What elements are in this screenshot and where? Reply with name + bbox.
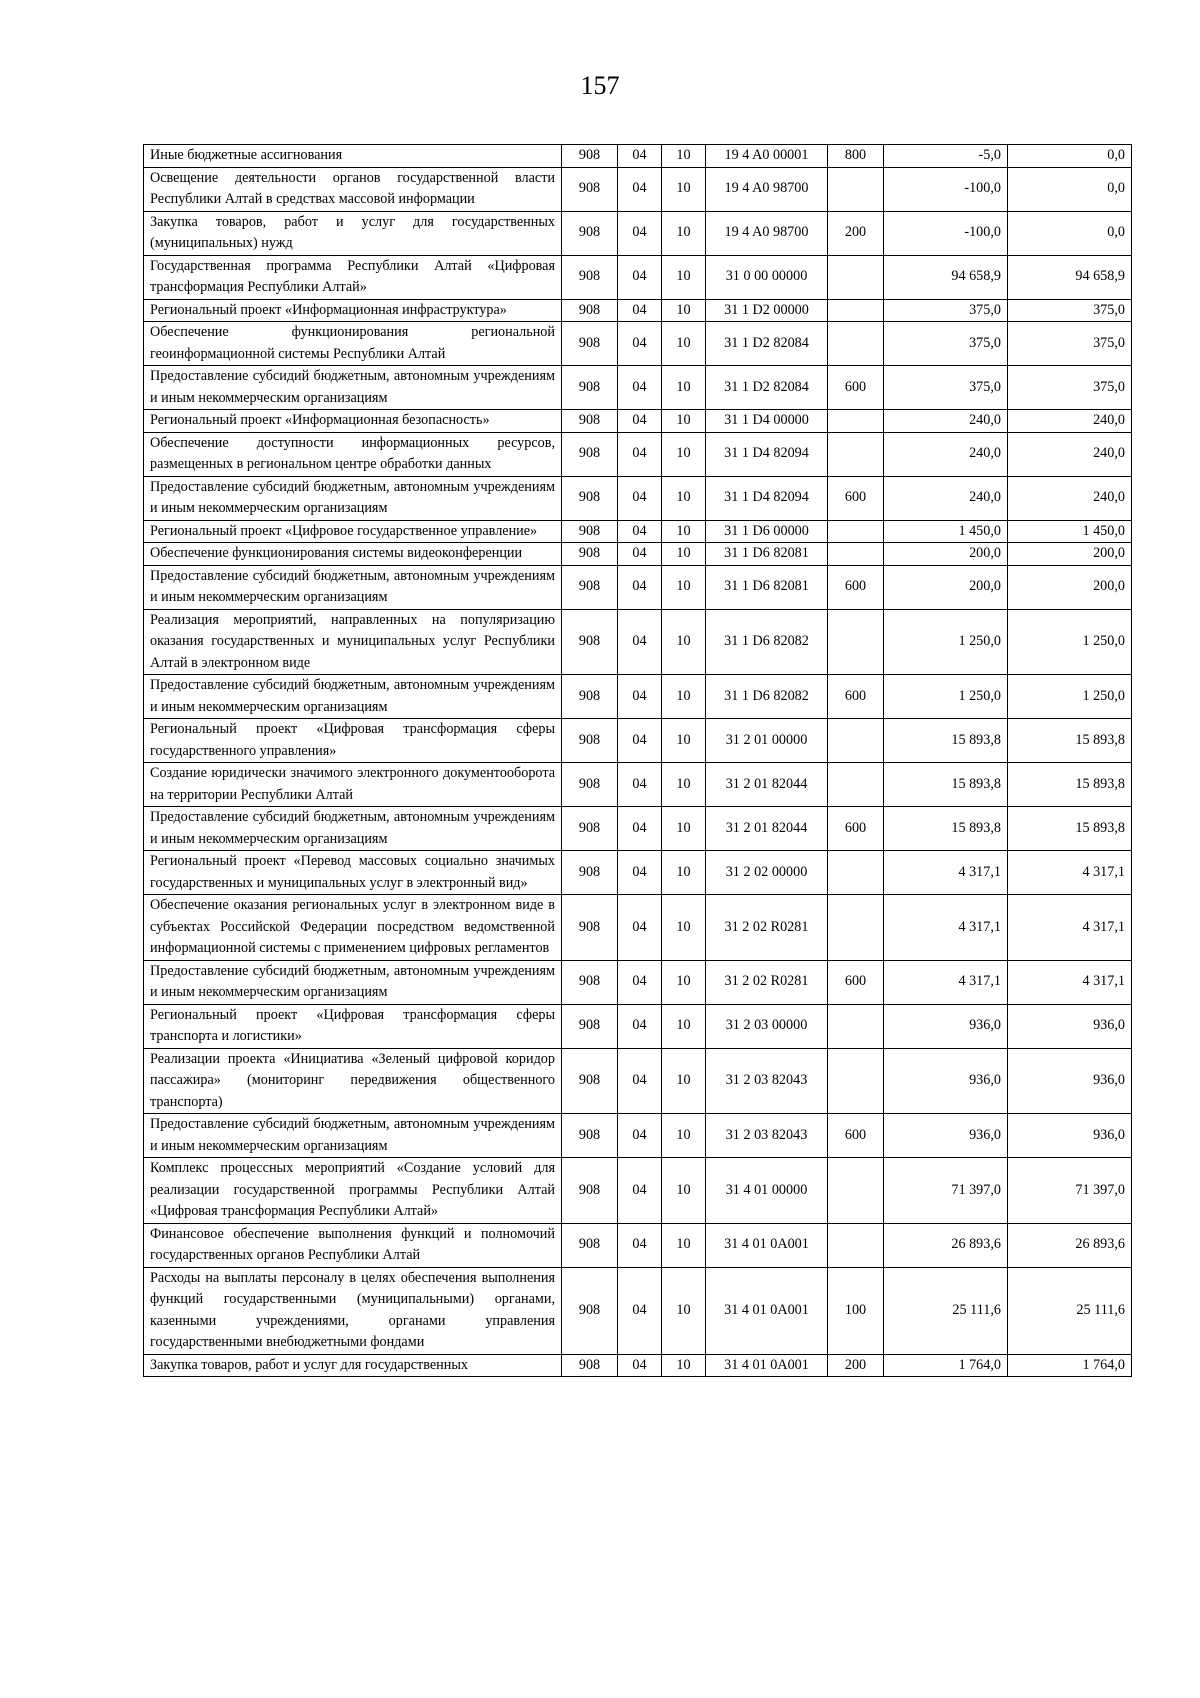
amount-first-cell: 375,0 bbox=[884, 299, 1008, 322]
expense-type-code-cell bbox=[828, 410, 884, 433]
amount-second-cell: 375,0 bbox=[1008, 366, 1132, 410]
subsection-code-cell: 10 bbox=[662, 167, 706, 211]
target-article-code-cell: 31 1 D2 82084 bbox=[706, 366, 828, 410]
table-row bbox=[144, 1223, 1132, 1267]
section-code-cell: 04 bbox=[618, 410, 662, 433]
subsection-code-cell: 10 bbox=[662, 675, 706, 719]
subsection-code-cell: 10 bbox=[662, 565, 706, 609]
expense-type-code-cell bbox=[828, 1004, 884, 1048]
amount-first-cell: 1 250,0 bbox=[884, 675, 1008, 719]
table-row bbox=[144, 145, 1132, 168]
target-article-code-cell: 31 2 03 00000 bbox=[706, 1004, 828, 1048]
section-code-cell: 04 bbox=[618, 719, 662, 763]
amount-second-cell: 1 250,0 bbox=[1008, 609, 1132, 675]
subsection-code-cell: 10 bbox=[662, 960, 706, 1004]
expense-type-code-cell bbox=[828, 299, 884, 322]
amount-first-cell: 240,0 bbox=[884, 410, 1008, 433]
section-code-cell: 04 bbox=[618, 432, 662, 476]
amount-first-cell: 936,0 bbox=[884, 1114, 1008, 1158]
section-code-cell: 04 bbox=[618, 366, 662, 410]
table-row bbox=[144, 476, 1132, 520]
target-article-code-cell: 31 2 02 R0281 bbox=[706, 895, 828, 961]
target-article-code-cell: 31 1 D4 00000 bbox=[706, 410, 828, 433]
amount-first-cell: 71 397,0 bbox=[884, 1158, 1008, 1224]
expense-type-code-cell bbox=[828, 609, 884, 675]
section-code-cell: 04 bbox=[618, 895, 662, 961]
table-row bbox=[144, 807, 1132, 851]
page-number: 157 bbox=[580, 71, 620, 100]
subsection-code-cell: 10 bbox=[662, 719, 706, 763]
administrator-code-cell: 908 bbox=[562, 807, 618, 851]
table-row bbox=[144, 895, 1132, 961]
amount-second-cell: 375,0 bbox=[1008, 299, 1132, 322]
subsection-code-cell: 10 bbox=[662, 1048, 706, 1114]
expense-type-code-cell bbox=[828, 895, 884, 961]
expense-type-code-cell bbox=[828, 543, 884, 566]
amount-first-cell: -5,0 bbox=[884, 145, 1008, 168]
target-article-code-cell: 31 1 D6 82081 bbox=[706, 543, 828, 566]
section-code-cell: 04 bbox=[618, 675, 662, 719]
expense-type-code-cell bbox=[828, 432, 884, 476]
administrator-code-cell: 908 bbox=[562, 1114, 618, 1158]
expense-name-cell: Комплекс процессных мероприятий «Создание условий для реализации государственной программы Республики Алтай «Цифровая трансформация Республики Алтай» bbox=[144, 1158, 562, 1224]
target-article-code-cell: 31 1 D6 00000 bbox=[706, 520, 828, 543]
target-article-code-cell: 31 1 D6 82082 bbox=[706, 675, 828, 719]
table-row bbox=[144, 211, 1132, 255]
amount-second-cell: 94 658,9 bbox=[1008, 255, 1132, 299]
administrator-code-cell: 908 bbox=[562, 1267, 618, 1354]
target-article-code-cell: 31 0 00 00000 bbox=[706, 255, 828, 299]
administrator-code-cell: 908 bbox=[562, 1048, 618, 1114]
table-row bbox=[144, 565, 1132, 609]
expense-name-cell: Предоставление субсидий бюджетным, автономным учреждениям и иным некоммерческим организациям bbox=[144, 1114, 562, 1158]
section-code-cell: 04 bbox=[618, 1004, 662, 1048]
table-row bbox=[144, 960, 1132, 1004]
section-code-cell: 04 bbox=[618, 145, 662, 168]
target-article-code-cell: 19 4 A0 00001 bbox=[706, 145, 828, 168]
amount-first-cell: -100,0 bbox=[884, 167, 1008, 211]
expense-type-code-cell bbox=[828, 167, 884, 211]
table-row bbox=[144, 719, 1132, 763]
target-article-code-cell: 31 2 03 82043 bbox=[706, 1048, 828, 1114]
expense-type-code-cell: 200 bbox=[828, 211, 884, 255]
expense-name-cell: Иные бюджетные ассигнования bbox=[144, 145, 562, 168]
administrator-code-cell: 908 bbox=[562, 322, 618, 366]
target-article-code-cell: 31 2 02 R0281 bbox=[706, 960, 828, 1004]
table-row bbox=[144, 255, 1132, 299]
administrator-code-cell: 908 bbox=[562, 299, 618, 322]
expense-name-cell: Реализация мероприятий, направленных на популяризацию оказания государственных и муниципальных услуг Республики Алтай в электронном виде bbox=[144, 609, 562, 675]
amount-first-cell: 240,0 bbox=[884, 476, 1008, 520]
amount-first-cell: 200,0 bbox=[884, 543, 1008, 566]
table-row bbox=[144, 543, 1132, 566]
amount-first-cell: 26 893,6 bbox=[884, 1223, 1008, 1267]
administrator-code-cell: 908 bbox=[562, 960, 618, 1004]
amount-second-cell: 4 317,1 bbox=[1008, 851, 1132, 895]
administrator-code-cell: 908 bbox=[562, 520, 618, 543]
section-code-cell: 04 bbox=[618, 543, 662, 566]
section-code-cell: 04 bbox=[618, 763, 662, 807]
expense-name-cell: Обеспечение доступности информационных ресурсов, размещенных в региональном центре обработки данных bbox=[144, 432, 562, 476]
section-code-cell: 04 bbox=[618, 1158, 662, 1224]
amount-second-cell: 15 893,8 bbox=[1008, 719, 1132, 763]
subsection-code-cell: 10 bbox=[662, 895, 706, 961]
amount-first-cell: 936,0 bbox=[884, 1048, 1008, 1114]
amount-second-cell: 25 111,6 bbox=[1008, 1267, 1132, 1354]
expense-name-cell: Региональный проект «Информационная безопасность» bbox=[144, 410, 562, 433]
expense-type-code-cell bbox=[828, 851, 884, 895]
section-code-cell: 04 bbox=[618, 520, 662, 543]
expense-type-code-cell bbox=[828, 1158, 884, 1224]
section-code-cell: 04 bbox=[618, 851, 662, 895]
expense-name-cell: Финансовое обеспечение выполнения функций и полномочий государственных органов Республики Алтай bbox=[144, 1223, 562, 1267]
expense-type-code-cell: 600 bbox=[828, 565, 884, 609]
subsection-code-cell: 10 bbox=[662, 1158, 706, 1224]
administrator-code-cell: 908 bbox=[562, 410, 618, 433]
subsection-code-cell: 10 bbox=[662, 476, 706, 520]
amount-second-cell: 4 317,1 bbox=[1008, 895, 1132, 961]
section-code-cell: 04 bbox=[618, 1114, 662, 1158]
expense-name-cell: Региональный проект «Цифровая трансформация сферы транспорта и логистики» bbox=[144, 1004, 562, 1048]
target-article-code-cell: 31 1 D6 82082 bbox=[706, 609, 828, 675]
expense-type-code-cell bbox=[828, 1048, 884, 1114]
amount-first-cell: 4 317,1 bbox=[884, 895, 1008, 961]
administrator-code-cell: 908 bbox=[562, 255, 618, 299]
expense-name-cell: Освещение деятельности органов государственной власти Республики Алтай в средствах массовой информации bbox=[144, 167, 562, 211]
section-code-cell: 04 bbox=[618, 609, 662, 675]
administrator-code-cell: 908 bbox=[562, 476, 618, 520]
table-row bbox=[144, 851, 1132, 895]
subsection-code-cell: 10 bbox=[662, 1004, 706, 1048]
administrator-code-cell: 908 bbox=[562, 609, 618, 675]
administrator-code-cell: 908 bbox=[562, 543, 618, 566]
expense-name-cell: Государственная программа Республики Алтай «Цифровая трансформация Республики Алтай» bbox=[144, 255, 562, 299]
administrator-code-cell: 908 bbox=[562, 1354, 618, 1377]
expense-type-code-cell: 800 bbox=[828, 145, 884, 168]
expense-type-code-cell: 600 bbox=[828, 366, 884, 410]
subsection-code-cell: 10 bbox=[662, 763, 706, 807]
expense-type-code-cell: 200 bbox=[828, 1354, 884, 1377]
target-article-code-cell: 31 2 01 00000 bbox=[706, 719, 828, 763]
table-row bbox=[144, 1267, 1132, 1354]
table-row bbox=[144, 675, 1132, 719]
expense-type-code-cell bbox=[828, 520, 884, 543]
section-code-cell: 04 bbox=[618, 211, 662, 255]
target-article-code-cell: 31 4 01 00000 bbox=[706, 1158, 828, 1224]
target-article-code-cell: 19 4 A0 98700 bbox=[706, 211, 828, 255]
administrator-code-cell: 908 bbox=[562, 719, 618, 763]
expense-name-cell: Закупка товаров, работ и услуг для государственных (муниципальных) нужд bbox=[144, 211, 562, 255]
amount-second-cell: 240,0 bbox=[1008, 432, 1132, 476]
amount-first-cell: 1 250,0 bbox=[884, 609, 1008, 675]
target-article-code-cell: 31 2 03 82043 bbox=[706, 1114, 828, 1158]
subsection-code-cell: 10 bbox=[662, 543, 706, 566]
subsection-code-cell: 10 bbox=[662, 255, 706, 299]
table-row bbox=[144, 1158, 1132, 1224]
subsection-code-cell: 10 bbox=[662, 1223, 706, 1267]
table-row bbox=[144, 432, 1132, 476]
amount-second-cell: 1 764,0 bbox=[1008, 1354, 1132, 1377]
target-article-code-cell: 31 4 01 0A001 bbox=[706, 1267, 828, 1354]
amount-second-cell: 375,0 bbox=[1008, 322, 1132, 366]
section-code-cell: 04 bbox=[618, 1223, 662, 1267]
section-code-cell: 04 bbox=[618, 167, 662, 211]
table-row bbox=[144, 609, 1132, 675]
section-code-cell: 04 bbox=[618, 1354, 662, 1377]
expense-type-code-cell bbox=[828, 255, 884, 299]
target-article-code-cell: 31 4 01 0A001 bbox=[706, 1223, 828, 1267]
amount-first-cell: 375,0 bbox=[884, 322, 1008, 366]
amount-first-cell: 1 764,0 bbox=[884, 1354, 1008, 1377]
amount-first-cell: 15 893,8 bbox=[884, 807, 1008, 851]
expense-type-code-cell bbox=[828, 322, 884, 366]
amount-first-cell: 15 893,8 bbox=[884, 763, 1008, 807]
expense-type-code-cell: 100 bbox=[828, 1267, 884, 1354]
expense-name-cell: Обеспечение оказания региональных услуг в электронном виде в субъектах Российской Федерации посредством ведомственной информационной системы с применением цифровых регламентов bbox=[144, 895, 562, 961]
amount-first-cell: 15 893,8 bbox=[884, 719, 1008, 763]
amount-first-cell: 240,0 bbox=[884, 432, 1008, 476]
table-row bbox=[144, 520, 1132, 543]
subsection-code-cell: 10 bbox=[662, 145, 706, 168]
expense-name-cell: Региональный проект «Перевод массовых социально значимых государственных и муниципальных услуг в электронный вид» bbox=[144, 851, 562, 895]
table-row bbox=[144, 299, 1132, 322]
amount-first-cell: 936,0 bbox=[884, 1004, 1008, 1048]
expense-type-code-cell bbox=[828, 763, 884, 807]
amount-first-cell: 375,0 bbox=[884, 366, 1008, 410]
subsection-code-cell: 10 bbox=[662, 520, 706, 543]
budget-table bbox=[143, 144, 1132, 1377]
section-code-cell: 04 bbox=[618, 476, 662, 520]
expense-type-code-cell: 600 bbox=[828, 807, 884, 851]
expense-name-cell: Обеспечение функционирования системы видеоконференции bbox=[144, 543, 562, 566]
table-row bbox=[144, 167, 1132, 211]
amount-second-cell: 1 450,0 bbox=[1008, 520, 1132, 543]
expense-name-cell: Региональный проект «Цифровая трансформация сферы государственного управления» bbox=[144, 719, 562, 763]
subsection-code-cell: 10 bbox=[662, 410, 706, 433]
administrator-code-cell: 908 bbox=[562, 145, 618, 168]
amount-second-cell: 936,0 bbox=[1008, 1004, 1132, 1048]
amount-second-cell: 4 317,1 bbox=[1008, 960, 1132, 1004]
expense-name-cell: Предоставление субсидий бюджетным, автономным учреждениям и иным некоммерческим организациям bbox=[144, 960, 562, 1004]
table-body bbox=[144, 145, 1132, 1377]
expense-name-cell: Региональный проект «Информационная инфраструктура» bbox=[144, 299, 562, 322]
amount-second-cell: 0,0 bbox=[1008, 211, 1132, 255]
table-row bbox=[144, 1004, 1132, 1048]
expense-name-cell: Закупка товаров, работ и услуг для государственных bbox=[144, 1354, 562, 1377]
subsection-code-cell: 10 bbox=[662, 299, 706, 322]
expense-name-cell: Расходы на выплаты персоналу в целях обеспечения выполнения функций государственными (муниципальными) органами, казенными учреждениями, органами управления государственными внебюджетными фондами bbox=[144, 1267, 562, 1354]
expense-type-code-cell bbox=[828, 719, 884, 763]
administrator-code-cell: 908 bbox=[562, 565, 618, 609]
amount-first-cell: 4 317,1 bbox=[884, 851, 1008, 895]
expense-type-code-cell: 600 bbox=[828, 960, 884, 1004]
subsection-code-cell: 10 bbox=[662, 432, 706, 476]
table-row bbox=[144, 1048, 1132, 1114]
table-row bbox=[144, 410, 1132, 433]
administrator-code-cell: 908 bbox=[562, 895, 618, 961]
section-code-cell: 04 bbox=[618, 807, 662, 851]
subsection-code-cell: 10 bbox=[662, 851, 706, 895]
expense-name-cell: Предоставление субсидий бюджетным, автономным учреждениям и иным некоммерческим организациям bbox=[144, 476, 562, 520]
expense-name-cell: Предоставление субсидий бюджетным, автономным учреждениям и иным некоммерческим организациям bbox=[144, 675, 562, 719]
amount-first-cell: 4 317,1 bbox=[884, 960, 1008, 1004]
expense-type-code-cell: 600 bbox=[828, 675, 884, 719]
expense-type-code-cell: 600 bbox=[828, 1114, 884, 1158]
amount-second-cell: 240,0 bbox=[1008, 476, 1132, 520]
target-article-code-cell: 31 2 01 82044 bbox=[706, 807, 828, 851]
expense-name-cell: Предоставление субсидий бюджетным, автономным учреждениям и иным некоммерческим организациям bbox=[144, 807, 562, 851]
table-row bbox=[144, 366, 1132, 410]
administrator-code-cell: 908 bbox=[562, 851, 618, 895]
amount-second-cell: 240,0 bbox=[1008, 410, 1132, 433]
target-article-code-cell: 31 1 D4 82094 bbox=[706, 476, 828, 520]
target-article-code-cell: 31 1 D2 00000 bbox=[706, 299, 828, 322]
amount-second-cell: 26 893,6 bbox=[1008, 1223, 1132, 1267]
section-code-cell: 04 bbox=[618, 960, 662, 1004]
section-code-cell: 04 bbox=[618, 255, 662, 299]
subsection-code-cell: 10 bbox=[662, 807, 706, 851]
section-code-cell: 04 bbox=[618, 1267, 662, 1354]
target-article-code-cell: 31 1 D2 82084 bbox=[706, 322, 828, 366]
target-article-code-cell: 31 1 D4 82094 bbox=[706, 432, 828, 476]
administrator-code-cell: 908 bbox=[562, 432, 618, 476]
subsection-code-cell: 10 bbox=[662, 609, 706, 675]
table-row bbox=[144, 322, 1132, 366]
expense-name-cell: Региональный проект «Цифровое государственное управление» bbox=[144, 520, 562, 543]
amount-second-cell: 200,0 bbox=[1008, 543, 1132, 566]
administrator-code-cell: 908 bbox=[562, 167, 618, 211]
administrator-code-cell: 908 bbox=[562, 1158, 618, 1224]
expense-name-cell: Реализации проекта «Инициатива «Зеленый цифровой коридор пассажира» (мониторинг передвижения общественного транспорта) bbox=[144, 1048, 562, 1114]
amount-second-cell: 936,0 bbox=[1008, 1048, 1132, 1114]
administrator-code-cell: 908 bbox=[562, 1004, 618, 1048]
target-article-code-cell: 31 2 02 00000 bbox=[706, 851, 828, 895]
table-row bbox=[144, 1114, 1132, 1158]
expense-name-cell: Создание юридически значимого электронного документооборота на территории Республики Алтай bbox=[144, 763, 562, 807]
amount-second-cell: 0,0 bbox=[1008, 167, 1132, 211]
amount-second-cell: 936,0 bbox=[1008, 1114, 1132, 1158]
target-article-code-cell: 31 1 D6 82081 bbox=[706, 565, 828, 609]
administrator-code-cell: 908 bbox=[562, 763, 618, 807]
subsection-code-cell: 10 bbox=[662, 1354, 706, 1377]
amount-second-cell: 71 397,0 bbox=[1008, 1158, 1132, 1224]
expense-name-cell: Предоставление субсидий бюджетным, автономным учреждениям и иным некоммерческим организациям bbox=[144, 366, 562, 410]
amount-first-cell: 1 450,0 bbox=[884, 520, 1008, 543]
expense-type-code-cell: 600 bbox=[828, 476, 884, 520]
target-article-code-cell: 19 4 A0 98700 bbox=[706, 167, 828, 211]
section-code-cell: 04 bbox=[618, 322, 662, 366]
target-article-code-cell: 31 4 01 0A001 bbox=[706, 1354, 828, 1377]
amount-second-cell: 0,0 bbox=[1008, 145, 1132, 168]
subsection-code-cell: 10 bbox=[662, 366, 706, 410]
section-code-cell: 04 bbox=[618, 1048, 662, 1114]
subsection-code-cell: 10 bbox=[662, 322, 706, 366]
amount-second-cell: 15 893,8 bbox=[1008, 807, 1132, 851]
table-row bbox=[144, 763, 1132, 807]
expense-type-code-cell bbox=[828, 1223, 884, 1267]
target-article-code-cell: 31 2 01 82044 bbox=[706, 763, 828, 807]
administrator-code-cell: 908 bbox=[562, 366, 618, 410]
subsection-code-cell: 10 bbox=[662, 1267, 706, 1354]
subsection-code-cell: 10 bbox=[662, 211, 706, 255]
administrator-code-cell: 908 bbox=[562, 1223, 618, 1267]
subsection-code-cell: 10 bbox=[662, 1114, 706, 1158]
section-code-cell: 04 bbox=[618, 565, 662, 609]
expense-name-cell: Обеспечение функционирования региональной геоинформационной системы Республики Алтай bbox=[144, 322, 562, 366]
section-code-cell: 04 bbox=[618, 299, 662, 322]
expense-name-cell: Предоставление субсидий бюджетным, автономным учреждениям и иным некоммерческим организациям bbox=[144, 565, 562, 609]
amount-first-cell: 94 658,9 bbox=[884, 255, 1008, 299]
amount-second-cell: 15 893,8 bbox=[1008, 763, 1132, 807]
amount-first-cell: 200,0 bbox=[884, 565, 1008, 609]
amount-second-cell: 200,0 bbox=[1008, 565, 1132, 609]
administrator-code-cell: 908 bbox=[562, 211, 618, 255]
amount-first-cell: 25 111,6 bbox=[884, 1267, 1008, 1354]
administrator-code-cell: 908 bbox=[562, 675, 618, 719]
amount-first-cell: -100,0 bbox=[884, 211, 1008, 255]
amount-second-cell: 1 250,0 bbox=[1008, 675, 1132, 719]
table-row bbox=[144, 1354, 1132, 1377]
